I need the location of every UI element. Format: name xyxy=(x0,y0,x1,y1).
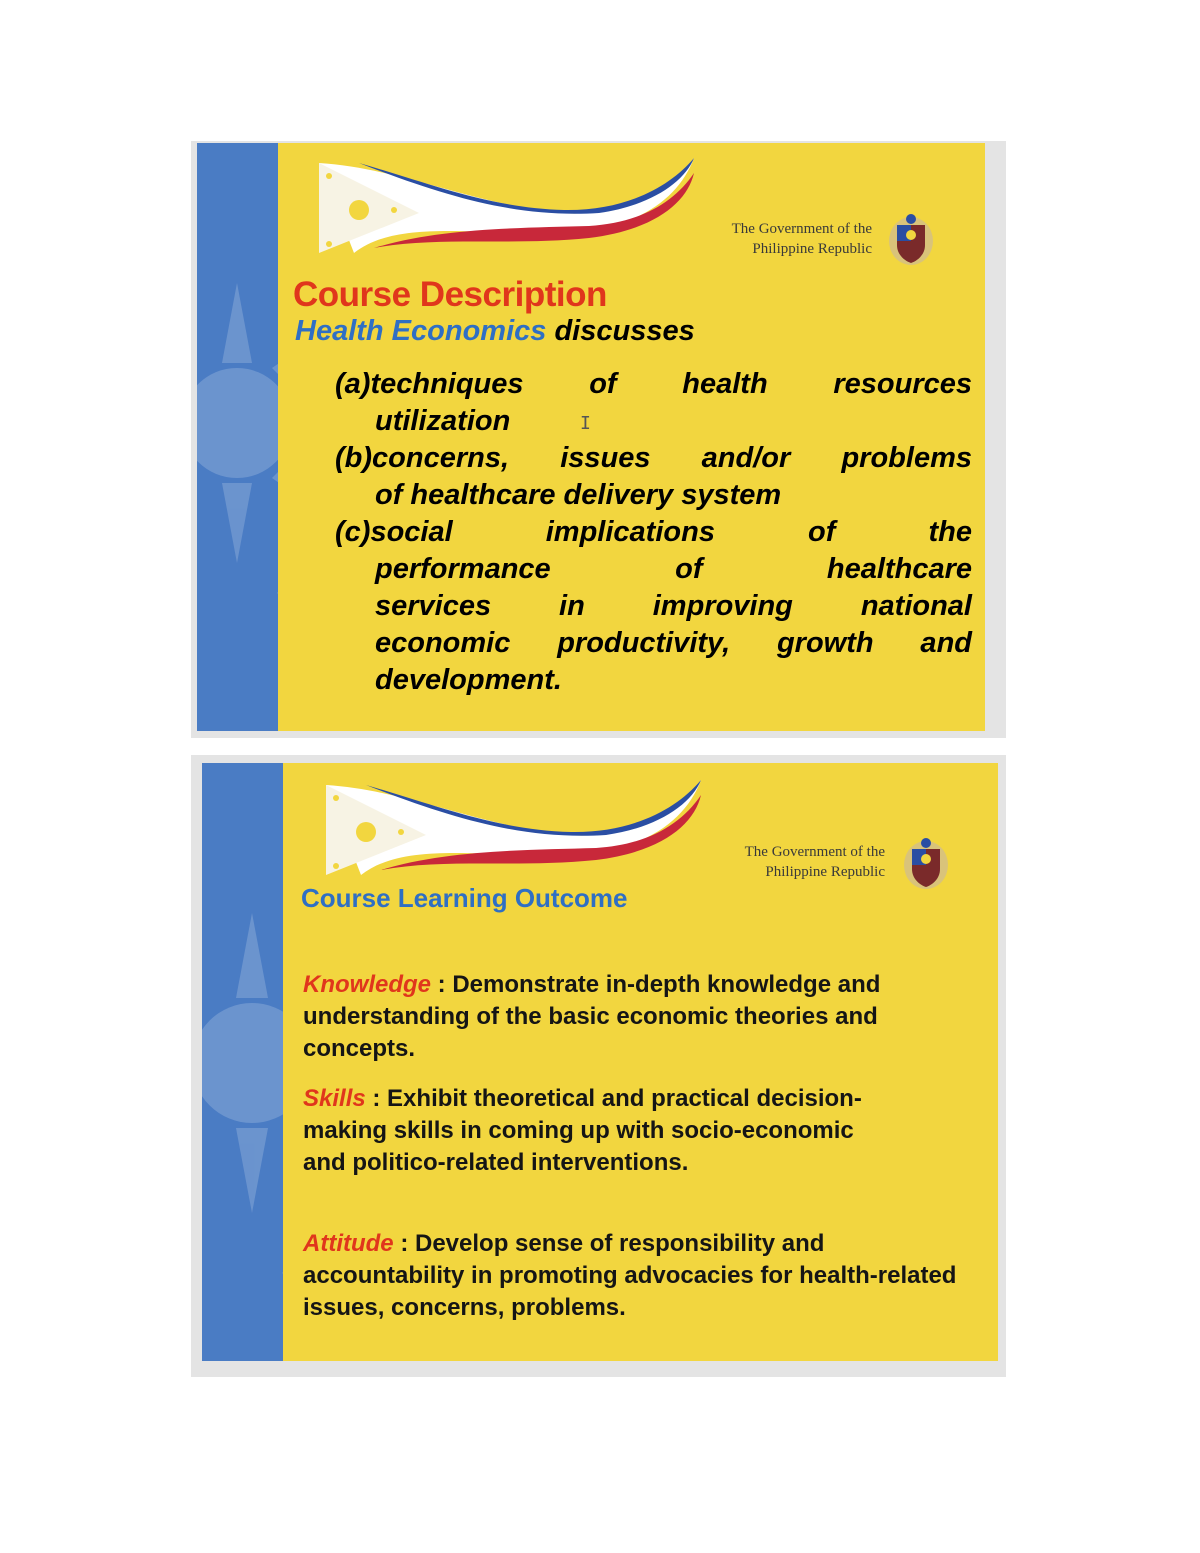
government-caption-line-1: The Government of the xyxy=(731,221,872,237)
outcome-attitude xyxy=(303,1228,983,1324)
course-description-subtitle xyxy=(295,315,695,348)
item-c-line-1: (c)social implications of the xyxy=(335,516,972,548)
outcome-skills xyxy=(303,1083,903,1179)
outcome-knowledge xyxy=(303,969,983,1065)
item-c-line-4: economic productivity, growth and xyxy=(375,627,972,659)
slide-2 xyxy=(202,763,998,1361)
philippine-seal-icon xyxy=(902,835,950,891)
government-caption xyxy=(680,842,885,882)
outcome-attitude-label: Attitude xyxy=(303,1230,394,1257)
sun-watermark-icon xyxy=(202,893,283,1333)
slide-2-side-bar xyxy=(202,763,283,1361)
outcome-skills-text: : Exhibit theoretical and practical decision-making skills in coming up with socio-economic and politico-related interventions. xyxy=(303,1085,862,1176)
government-caption-line-1: The Government of the xyxy=(744,844,885,860)
text-cursor-icon: I xyxy=(580,413,591,434)
philippine-flag-swoosh-icon xyxy=(326,780,706,880)
item-b-line-1: (b)concerns, issues and/or problems xyxy=(335,442,972,474)
sun-watermark-icon xyxy=(197,263,278,663)
slide-1 xyxy=(197,143,985,731)
subtitle-verb: discusses xyxy=(546,315,695,347)
course-learning-outcome-title: Course Learning Outcome xyxy=(301,883,628,913)
outcome-skills-label: Skills xyxy=(303,1085,366,1112)
outcome-knowledge-text: : Demonstrate in-depth knowledge and understanding of the basic economic theories and concepts. xyxy=(303,971,881,1062)
philippine-flag-swoosh-icon xyxy=(319,158,699,258)
description-item-c xyxy=(335,514,972,699)
item-b-line-2: of healthcare delivery system xyxy=(375,479,782,511)
philippine-seal-icon xyxy=(887,211,935,267)
course-description-title: Course Description xyxy=(293,275,607,314)
slide-1-side-bar xyxy=(197,143,278,731)
item-c-line-3: services in improving national xyxy=(375,590,972,622)
item-a-line-1: (a)techniques of health resources xyxy=(335,368,972,400)
description-item-a xyxy=(335,366,972,440)
government-caption xyxy=(667,219,872,259)
description-item-b xyxy=(335,440,972,514)
outcome-knowledge-label: Knowledge xyxy=(303,971,432,998)
government-caption-line-2: Philippine Republic xyxy=(765,864,885,880)
government-caption-line-2: Philippine Republic xyxy=(752,241,872,257)
subtitle-course-name: Health Economics xyxy=(295,315,547,347)
item-a-line-2: utilization xyxy=(375,405,511,437)
outcome-attitude-text: : Develop sense of responsibility and accountability in promoting advocacies for health-related issues, concerns, problems. xyxy=(303,1230,957,1321)
item-c-line-5: development. xyxy=(375,664,562,696)
item-c-line-2: performance of healthcare xyxy=(375,553,972,585)
